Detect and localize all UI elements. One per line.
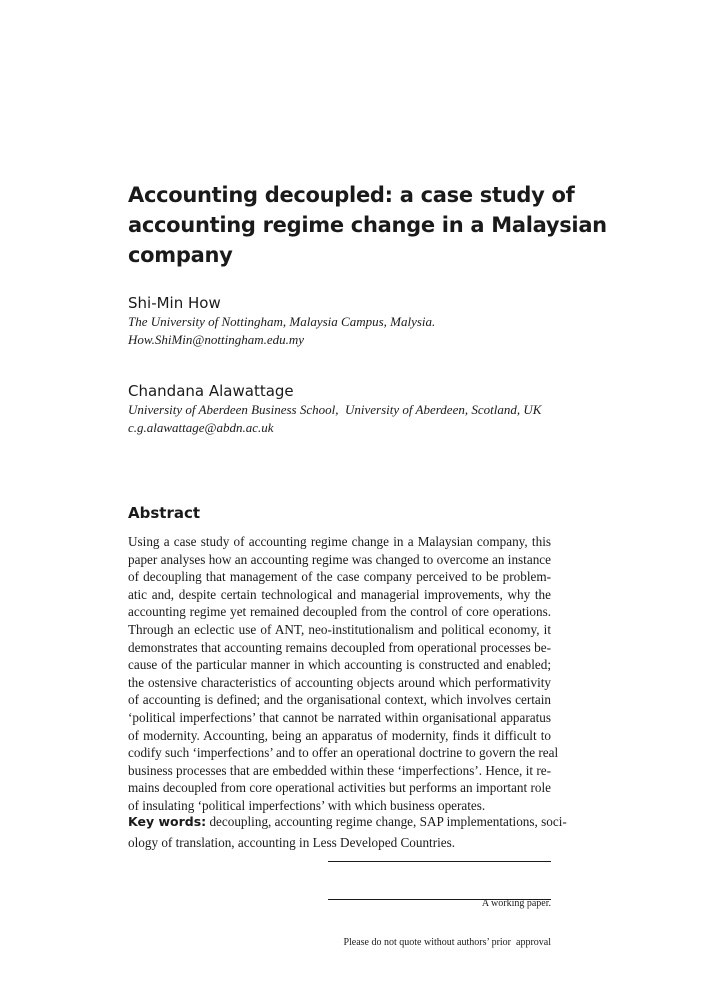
paper-title bbox=[128, 180, 607, 270]
abstract-line: of modernity. Accounting, being an apparatus of modernity, finds it difficult to bbox=[128, 727, 551, 743]
abstract-line: Using a case study of accounting regime change in a Malaysian company, this bbox=[128, 534, 551, 549]
abstract-line: atic and, despite certain technological and managerial improvements, why the bbox=[128, 586, 551, 602]
abstract-line: codify such ‘imperfections’ and to offer an operational doctrine to govern the real bbox=[128, 745, 559, 761]
abstract-line: the ostensive characteristics of accounting objects around which performativity bbox=[128, 674, 551, 690]
abstract-line: of insulating ‘political imperfections’ with which business operates. bbox=[128, 797, 486, 813]
note-top-rule bbox=[328, 861, 551, 862]
author-email: How.ShiMin@nottingham.edu.my bbox=[128, 332, 305, 347]
keywords-text: ology of translation, accounting in Less Developed Countries. bbox=[128, 835, 456, 850]
note-bottom-rule bbox=[328, 899, 551, 900]
author-affiliation: The University of Nottingham, Malaysia Campus, Malysia. bbox=[128, 314, 436, 329]
keywords-text: decoupling, accounting regime change, SAP implementations, soci- bbox=[206, 814, 567, 829]
abstract-line: of accounting is defined; and the organisational context, which involves certain bbox=[128, 692, 551, 708]
title-line: accounting regime change in a Malaysian bbox=[128, 213, 607, 237]
abstract-line: business processes that are embedded within these ‘imperfections’. Hence, it re- bbox=[128, 762, 551, 778]
title-line: company bbox=[128, 243, 233, 267]
abstract-heading: Abstract bbox=[128, 504, 201, 522]
note-line: A working paper. bbox=[481, 898, 551, 909]
author-block-1 bbox=[128, 293, 568, 349]
abstract-line: paper analyses how an accounting regime was changed to overcome an instance bbox=[128, 551, 551, 567]
abstract-line: cause of the particular manner in which accounting is constructed and enabled; bbox=[128, 657, 551, 673]
note-line: Please do not quote without authors’ prior approval bbox=[343, 937, 551, 948]
keywords bbox=[128, 811, 567, 853]
abstract-line: Through an eclectic use of ANT, neo-institutionalism and political economy, it bbox=[128, 621, 551, 637]
author-name: Chandana Alawattage bbox=[128, 382, 294, 400]
keywords-label: Key words: bbox=[128, 814, 207, 829]
author-block-2 bbox=[128, 381, 568, 437]
abstract-line: of decoupling that management of the case company perceived to be problem- bbox=[128, 569, 551, 585]
abstract-body bbox=[128, 533, 559, 815]
abstract-line: ‘political imperfections’ that cannot be narrated within organisational apparatus bbox=[128, 709, 551, 725]
abstract-line: mains decoupled from core operational activities but performs an important role bbox=[128, 780, 551, 796]
keywords-line bbox=[128, 811, 567, 832]
abstract-line: demonstrates that accounting remains decoupled from operational processes be- bbox=[128, 639, 551, 655]
author-email: c.g.alawattage@abdn.ac.uk bbox=[128, 420, 274, 435]
title-line: Accounting decoupled: a case study of bbox=[128, 183, 575, 207]
abstract-line: accounting regime yet remained decoupled from the control of core operations. bbox=[128, 604, 551, 620]
working-paper-note bbox=[343, 871, 551, 962]
author-affiliation: University of Aberdeen Business School, University of Aberdeen, Scotland, UK bbox=[128, 402, 542, 417]
author-name: Shi-Min How bbox=[128, 294, 221, 312]
